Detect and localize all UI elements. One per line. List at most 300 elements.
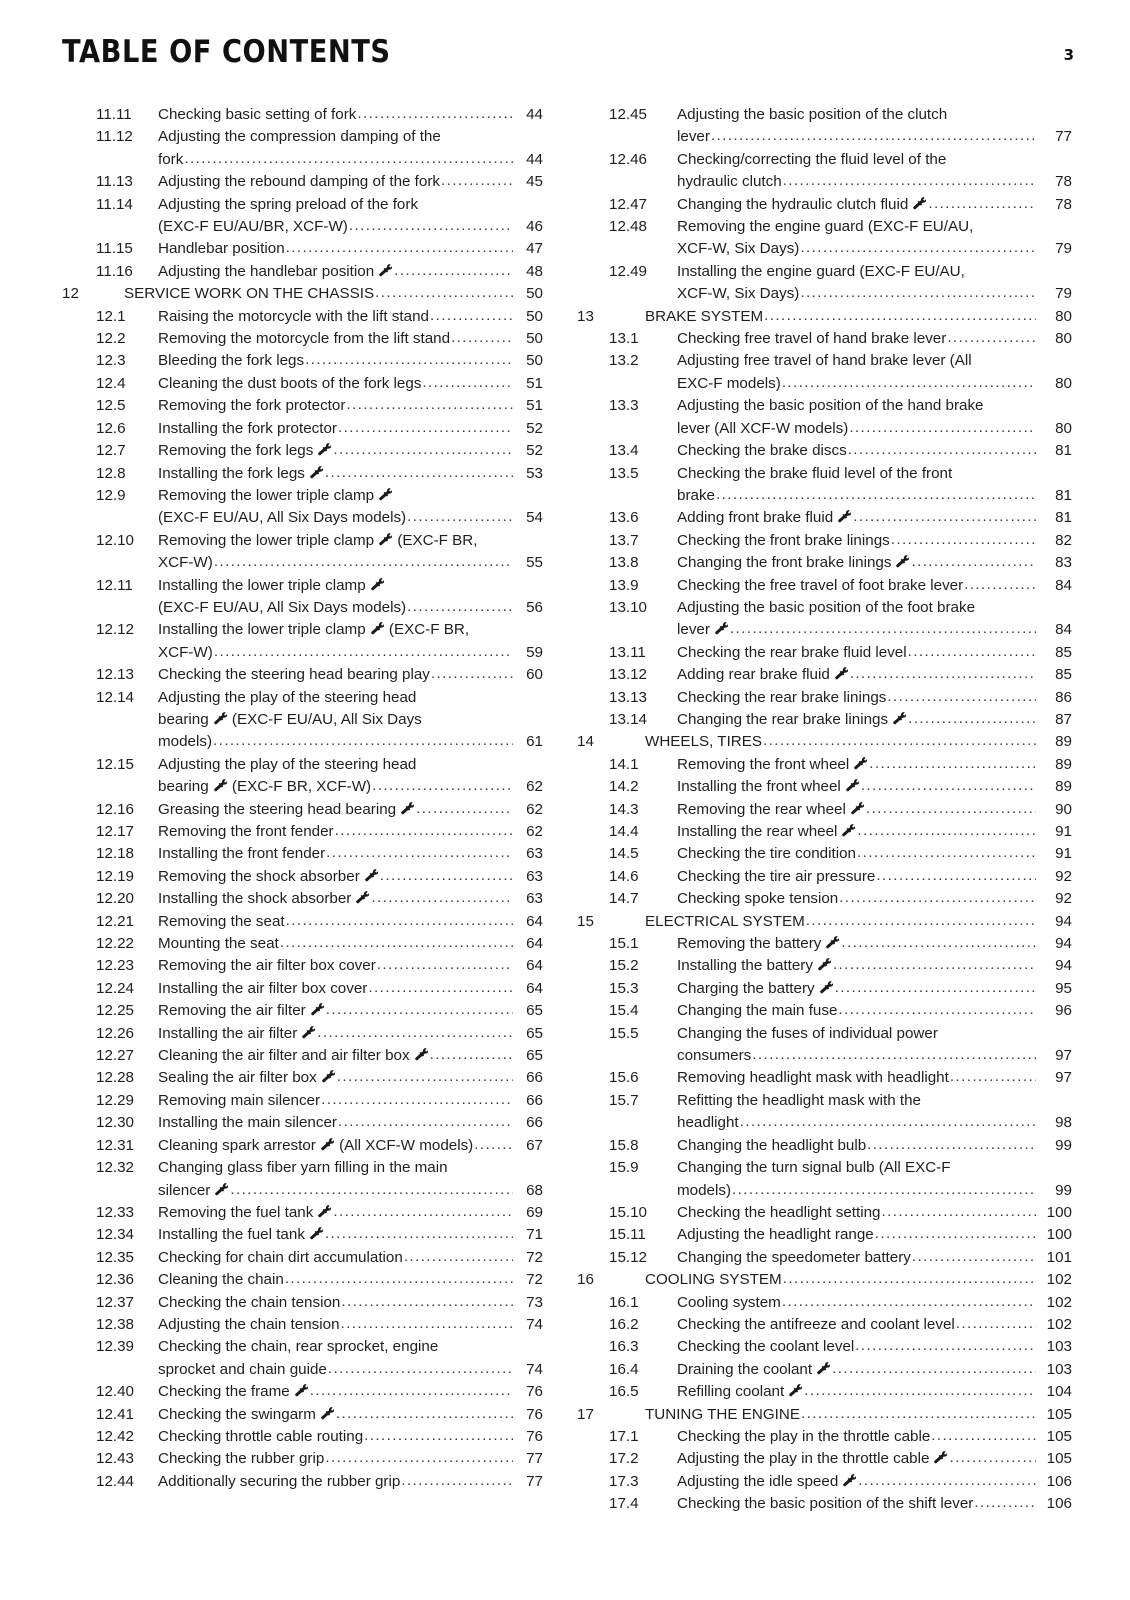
toc-page-number: 59 xyxy=(526,643,543,661)
toc-entry-title: Cooling system xyxy=(677,1293,781,1311)
toc-section-entry[interactable] xyxy=(569,933,1072,955)
toc-section-entry[interactable] xyxy=(569,1224,1072,1246)
toc-entry-line xyxy=(158,1135,543,1157)
toc-section-entry[interactable] xyxy=(569,888,1072,910)
toc-section-entry[interactable] xyxy=(569,709,1072,731)
toc-section-entry[interactable] xyxy=(62,1067,543,1089)
toc-entry-title: BRAKE SYSTEM xyxy=(645,307,764,325)
toc-section-entry[interactable] xyxy=(569,597,1072,642)
toc-entry-body xyxy=(158,664,543,686)
toc-section-entry[interactable] xyxy=(62,754,543,799)
leader-dots xyxy=(764,305,1036,327)
toc-section-entry[interactable] xyxy=(569,1336,1072,1358)
toc-section-entry[interactable] xyxy=(569,687,1072,709)
toc-entry-line xyxy=(158,306,543,328)
leader-dots xyxy=(867,1134,1036,1156)
toc-section-entry[interactable] xyxy=(569,1023,1072,1068)
wrench-icon xyxy=(844,779,859,792)
leader-dots xyxy=(430,305,513,327)
toc-entry-body xyxy=(158,104,543,126)
toc-section-entry[interactable] xyxy=(62,687,543,754)
leader-dots xyxy=(214,551,513,573)
leader-dots xyxy=(950,1066,1036,1088)
toc-section-entry[interactable] xyxy=(569,1493,1072,1515)
toc-entry-title: Adjusting the spring preload of the fork xyxy=(158,195,419,213)
toc-section-entry[interactable] xyxy=(569,575,1072,597)
leader-dots xyxy=(335,820,513,842)
toc-section-entry[interactable] xyxy=(62,619,543,664)
leader-dots xyxy=(326,999,513,1021)
toc-section-entry[interactable] xyxy=(62,978,543,1000)
toc-entry-title: XCF-W, Six Days) xyxy=(677,240,800,258)
leader-dots xyxy=(881,1201,1036,1223)
toc-section-entry[interactable] xyxy=(62,1247,543,1269)
toc-section-entry[interactable] xyxy=(62,933,543,955)
toc-page-number: 62 xyxy=(526,800,543,818)
toc-entry-body xyxy=(158,1448,543,1470)
toc-chapter-entry[interactable] xyxy=(569,731,1072,753)
toc-section-entry[interactable] xyxy=(569,866,1072,888)
toc-chapter-entry[interactable] xyxy=(569,911,1072,933)
leader-dots xyxy=(404,1246,513,1268)
toc-page-number: 67 xyxy=(526,1136,543,1154)
toc-section-entry[interactable] xyxy=(62,1314,543,1336)
toc-section-entry[interactable] xyxy=(62,1157,543,1202)
leader-dots xyxy=(887,686,1036,708)
toc-section-entry[interactable] xyxy=(62,799,543,821)
toc-entry-line xyxy=(158,350,543,372)
toc-section-entry[interactable] xyxy=(569,1247,1072,1269)
toc-section-entry[interactable] xyxy=(62,1090,543,1112)
toc-section-entry[interactable] xyxy=(62,955,543,977)
toc-entry-title: models) xyxy=(677,1181,732,1199)
toc-entry-title: Adjusting free travel of hand brake lever (All xyxy=(677,352,972,370)
toc-section-entry[interactable] xyxy=(569,507,1072,529)
toc-column-left xyxy=(0,104,565,1516)
toc-entry-line xyxy=(158,575,543,597)
toc-section-entry[interactable] xyxy=(62,1202,543,1224)
leader-dots xyxy=(850,663,1036,685)
toc-entry-title: Installing the front fender xyxy=(158,845,326,863)
toc-entry-title: Installing the lower triple clamp xyxy=(158,621,366,639)
toc-entry-line xyxy=(677,1493,1072,1515)
toc-section-entry[interactable] xyxy=(569,328,1072,350)
leader-dots xyxy=(394,260,513,282)
toc-entry-number: 13 xyxy=(577,307,594,325)
toc-entry-number: 16.4 xyxy=(609,1360,639,1378)
toc-entry-title: Cleaning spark arrestor xyxy=(158,1136,316,1154)
toc-entry-body xyxy=(158,754,543,799)
toc-section-entry[interactable] xyxy=(569,1471,1072,1493)
toc-section-entry[interactable] xyxy=(62,1448,543,1470)
toc-entry-line xyxy=(158,1381,543,1403)
toc-chapter-entry[interactable] xyxy=(569,306,1072,328)
toc-page-number: 64 xyxy=(526,979,543,997)
toc-chapter-entry[interactable] xyxy=(62,283,543,305)
leader-dots xyxy=(783,1268,1036,1290)
toc-section-entry[interactable] xyxy=(569,1067,1072,1089)
toc-section-entry[interactable] xyxy=(569,776,1072,798)
toc-section-entry[interactable] xyxy=(62,418,543,440)
toc-section-entry[interactable] xyxy=(62,1336,543,1381)
toc-section-entry[interactable] xyxy=(62,350,543,372)
toc-entry-title: Checking the rear brake fluid level xyxy=(677,643,907,661)
toc-section-entry[interactable] xyxy=(62,171,543,193)
toc-section-entry[interactable] xyxy=(62,821,543,843)
toc-entry-title: Checking the tire condition xyxy=(677,845,856,863)
toc-entry-line xyxy=(158,238,543,260)
toc-section-entry[interactable] xyxy=(62,1023,543,1045)
toc-page-number: 82 xyxy=(1055,531,1072,549)
toc-entry-number: 12.5 xyxy=(96,397,126,415)
toc-entry-number: 12.25 xyxy=(96,1002,135,1020)
toc-section-entry[interactable] xyxy=(62,440,543,462)
toc-entry-title: Removing the shock absorber xyxy=(158,867,360,885)
toc-entry-title: Changing the main fuse xyxy=(677,1002,838,1020)
toc-page-number: 85 xyxy=(1055,643,1072,661)
toc-page-number: 61 xyxy=(526,733,543,751)
toc-section-entry[interactable] xyxy=(62,1381,543,1403)
toc-entry-line xyxy=(158,911,543,933)
toc-entry-body xyxy=(677,1247,1072,1269)
leader-dots xyxy=(230,1179,513,1201)
toc-chapter-entry[interactable] xyxy=(569,1269,1072,1291)
toc-entry-line xyxy=(677,933,1072,955)
toc-entry-line xyxy=(158,1067,543,1089)
wrench-icon xyxy=(894,555,909,568)
toc-entry-number: 16.2 xyxy=(609,1315,639,1333)
wrench-icon xyxy=(932,1451,947,1464)
toc-page-number: 92 xyxy=(1055,867,1072,885)
toc-section-entry[interactable] xyxy=(62,530,543,575)
toc-entry-body xyxy=(677,1336,1072,1358)
toc-page-number: 92 xyxy=(1055,890,1072,908)
toc-section-entry[interactable] xyxy=(569,350,1072,395)
toc-entry-number: 16.1 xyxy=(609,1293,639,1311)
toc-entry-title: Adjusting the basic position of the hand brake xyxy=(677,397,984,415)
toc-entry-body xyxy=(677,1023,1072,1068)
toc-section-entry[interactable] xyxy=(62,843,543,865)
wrench-icon xyxy=(316,1205,331,1218)
toc-entry-number: 14.5 xyxy=(609,845,639,863)
toc-section-entry[interactable] xyxy=(569,1426,1072,1448)
toc-entry-body xyxy=(158,1067,543,1089)
toc-entry-number: 12.47 xyxy=(609,195,648,213)
toc-entry-number: 12.8 xyxy=(96,464,126,482)
toc-section-entry[interactable] xyxy=(62,238,543,260)
toc-entry-number: 13.10 xyxy=(609,598,648,616)
toc-entry-number: 12.16 xyxy=(96,800,135,818)
toc-entry-title: Adjusting the basic position of the clutch xyxy=(677,106,948,123)
leader-dots xyxy=(401,1470,513,1492)
toc-entry-title: XCF-W) xyxy=(158,643,213,661)
leader-dots xyxy=(875,1223,1036,1245)
toc-entry-title: TUNING THE ENGINE xyxy=(645,1405,800,1423)
toc-entry-line xyxy=(158,955,543,977)
toc-entry-line xyxy=(677,709,1072,731)
leader-dots xyxy=(866,798,1036,820)
toc-section-entry[interactable] xyxy=(62,395,543,417)
toc-entry-line xyxy=(158,619,543,641)
toc-page-number: 100 xyxy=(1046,1203,1072,1221)
toc-page-number: 105 xyxy=(1046,1427,1072,1445)
toc-entry-title: Cleaning the air filter and air filter box xyxy=(158,1047,410,1065)
toc-entry-body xyxy=(158,463,543,485)
toc-entry-line xyxy=(677,866,1072,888)
toc-section-entry[interactable] xyxy=(569,1448,1072,1470)
toc-section-entry[interactable] xyxy=(569,1202,1072,1224)
toc-section-entry[interactable] xyxy=(569,1000,1072,1022)
toc-entry-body xyxy=(158,619,543,664)
toc-entry-title: Installing the front wheel xyxy=(677,778,841,796)
toc-entry-number: 14.6 xyxy=(609,867,639,885)
toc-section-entry[interactable] xyxy=(62,575,543,620)
toc-entry-body xyxy=(158,933,543,955)
toc-section-entry[interactable] xyxy=(62,664,543,686)
toc-entry-line xyxy=(677,1336,1072,1358)
toc-section-entry[interactable] xyxy=(62,866,543,888)
toc-entry-number: 13.1 xyxy=(609,330,639,348)
leader-dots xyxy=(371,887,513,909)
toc-page-number: 106 xyxy=(1046,1472,1072,1490)
toc-entry-number: 12.31 xyxy=(96,1136,135,1154)
toc-entry-body xyxy=(677,350,1072,395)
toc-section-entry[interactable] xyxy=(569,1314,1072,1336)
toc-page-number: 77 xyxy=(526,1472,543,1490)
leader-dots xyxy=(763,730,1036,752)
toc-section-entry[interactable] xyxy=(569,978,1072,1000)
toc-entry-line xyxy=(158,418,543,440)
toc-section-entry[interactable] xyxy=(62,485,543,530)
toc-entry-line xyxy=(158,888,543,910)
toc-section-entry[interactable] xyxy=(62,911,543,933)
toc-page-number: 89 xyxy=(1055,733,1072,751)
toc-section-entry[interactable] xyxy=(569,642,1072,664)
toc-entry-line xyxy=(677,888,1072,910)
toc-page-number: 51 xyxy=(526,374,543,392)
toc-section-entry[interactable] xyxy=(569,104,1072,149)
leader-dots xyxy=(213,730,513,752)
toc-section-entry[interactable] xyxy=(569,1090,1072,1135)
toc-page-number: 80 xyxy=(1055,419,1072,437)
toc-page-number: 105 xyxy=(1046,1405,1072,1423)
toc-section-entry[interactable] xyxy=(569,1292,1072,1314)
toc-entry-number: 12.35 xyxy=(96,1248,135,1266)
toc-entry-number: 16.5 xyxy=(609,1383,639,1401)
toc-section-entry[interactable] xyxy=(569,261,1072,306)
toc-entry-title: Adjusting the play of the steering head xyxy=(158,688,417,706)
toc-entry-line xyxy=(158,1180,543,1202)
toc-page-number: 76 xyxy=(526,1427,543,1445)
toc-entry-line xyxy=(677,485,1072,507)
toc-page-number: 85 xyxy=(1055,666,1072,684)
toc-section-entry[interactable] xyxy=(569,1359,1072,1381)
toc-entry-number: 12.12 xyxy=(96,621,135,639)
toc-page-number: 77 xyxy=(526,1450,543,1468)
toc-section-entry[interactable] xyxy=(62,1000,543,1022)
toc-entry-body xyxy=(677,1202,1072,1224)
toc-entry-title: Removing the air filter xyxy=(158,1002,306,1020)
toc-section-entry[interactable] xyxy=(62,1045,543,1067)
leader-dots xyxy=(801,1403,1036,1425)
toc-page-number: 80 xyxy=(1055,330,1072,348)
toc-entry-body xyxy=(677,821,1072,843)
toc-entry-line xyxy=(158,1112,543,1134)
toc-page-number: 97 xyxy=(1055,1069,1072,1087)
toc-entry-body xyxy=(158,440,543,462)
toc-page-number: 81 xyxy=(1055,509,1072,527)
toc-entry-body xyxy=(158,373,543,395)
toc-entry-line xyxy=(158,709,543,731)
toc-section-entry[interactable] xyxy=(62,328,543,350)
leader-dots xyxy=(876,865,1036,887)
toc-page-number: 46 xyxy=(526,218,543,236)
toc-section-entry[interactable] xyxy=(569,149,1072,194)
toc-page-number: 87 xyxy=(1055,710,1072,728)
toc-entry-title: Installing the rear wheel xyxy=(677,823,838,840)
toc-entry-title: Checking the free travel of foot brake lever xyxy=(677,576,964,594)
wrench-icon xyxy=(316,443,331,456)
toc-section-entry[interactable] xyxy=(569,1381,1072,1403)
toc-entry-title-suffix: (EXC-F BR, xyxy=(393,531,478,549)
toc-entry-title: Removing the rear wheel xyxy=(677,800,846,818)
toc-section-entry[interactable] xyxy=(62,1292,543,1314)
toc-entry-line xyxy=(677,1448,1072,1470)
toc-page-number: 94 xyxy=(1055,912,1072,930)
toc-entry-body xyxy=(677,328,1072,350)
wrench-icon xyxy=(213,1183,228,1196)
toc-page-number: 102 xyxy=(1046,1315,1072,1333)
toc-entry-line xyxy=(158,597,543,619)
toc-section-entry[interactable] xyxy=(62,1269,543,1291)
toc-section-entry[interactable] xyxy=(569,799,1072,821)
toc-entry-line xyxy=(677,216,1072,238)
wrench-icon xyxy=(212,779,227,792)
toc-entry-title: Installing the battery xyxy=(677,957,813,975)
toc-entry-number: 14.3 xyxy=(609,800,639,818)
toc-section-entry[interactable] xyxy=(62,1224,543,1246)
toc-entry-number: 13.6 xyxy=(609,509,639,527)
toc-section-entry[interactable] xyxy=(62,194,543,239)
toc-entry-body xyxy=(158,1471,543,1493)
toc-page-number: 84 xyxy=(1055,576,1072,594)
toc-entry-title: (EXC-F EU/AU, All Six Days models) xyxy=(158,509,407,527)
toc-section-entry[interactable] xyxy=(62,261,543,283)
toc-section-entry[interactable] xyxy=(62,126,543,171)
toc-page-number: 65 xyxy=(526,1047,543,1065)
toc-entry-title: Removing the fork protector xyxy=(158,397,346,415)
toc-entry-body xyxy=(158,1381,543,1403)
toc-entry-body xyxy=(677,933,1072,955)
toc-entry-number: 14 xyxy=(577,733,594,751)
toc-section-entry[interactable] xyxy=(62,463,543,485)
toc-entry-body xyxy=(158,306,543,328)
toc-page-number: 48 xyxy=(526,262,543,280)
leader-dots xyxy=(338,417,513,439)
toc-entry-line xyxy=(677,978,1072,1000)
toc-entry-title: Raising the motorcycle with the lift stand xyxy=(158,307,429,325)
toc-section-entry[interactable] xyxy=(569,552,1072,574)
toc-section-entry[interactable] xyxy=(62,1471,543,1493)
toc-section-entry[interactable] xyxy=(62,306,543,328)
toc-entry-number: 13.9 xyxy=(609,576,639,594)
toc-section-entry[interactable] xyxy=(62,1112,543,1134)
toc-page-number: 78 xyxy=(1055,195,1072,213)
toc-entry-title: EXC-F models) xyxy=(677,374,781,392)
toc-entry-title: bearing xyxy=(158,778,209,796)
toc-entry-body xyxy=(158,1202,543,1224)
toc-page-number: 50 xyxy=(526,330,543,348)
leader-dots xyxy=(441,170,513,192)
toc-entry-line xyxy=(677,373,1072,395)
toc-entry-body xyxy=(158,955,543,977)
toc-entry-body xyxy=(158,821,543,843)
toc-page-number: 81 xyxy=(1055,442,1072,460)
toc-section-entry[interactable] xyxy=(569,463,1072,508)
toc-entry-title: lever (All XCF-W models) xyxy=(677,419,849,437)
toc-section-entry[interactable] xyxy=(569,216,1072,261)
toc-entry-body xyxy=(158,238,543,260)
toc-entry-title: bearing xyxy=(158,710,209,728)
toc-entry-line xyxy=(158,373,543,395)
toc-entry-line xyxy=(158,194,543,216)
toc-entry-number: 15.9 xyxy=(609,1159,639,1177)
toc-section-entry[interactable] xyxy=(569,440,1072,462)
toc-entry-number: 15.7 xyxy=(609,1091,639,1109)
toc-section-entry[interactable] xyxy=(569,955,1072,977)
toc-section-entry[interactable] xyxy=(62,104,543,126)
toc-section-entry[interactable] xyxy=(62,373,543,395)
toc-section-entry[interactable] xyxy=(569,1135,1072,1157)
toc-section-entry[interactable] xyxy=(569,395,1072,440)
toc-entry-body xyxy=(158,350,543,372)
toc-page-number: 100 xyxy=(1046,1226,1072,1244)
leader-dots xyxy=(368,977,513,999)
toc-section-entry[interactable] xyxy=(62,1135,543,1157)
toc-section-entry[interactable] xyxy=(569,530,1072,552)
toc-entry-title: sprocket and chain guide xyxy=(158,1360,327,1378)
toc-entry-title: (EXC-F EU/AU, All Six Days models) xyxy=(158,598,407,616)
toc-section-entry[interactable] xyxy=(569,664,1072,686)
toc-entry-body xyxy=(677,1381,1072,1403)
toc-entry-number: 13.8 xyxy=(609,554,639,572)
toc-entry-number: 13.4 xyxy=(609,442,639,460)
toc-page-number: 74 xyxy=(526,1315,543,1333)
toc-chapter-entry[interactable] xyxy=(569,1404,1072,1426)
wrench-icon xyxy=(713,622,728,635)
toc-entry-body xyxy=(645,911,1072,933)
toc-entry-number: 12.32 xyxy=(96,1159,135,1177)
wrench-icon xyxy=(293,1384,308,1397)
toc-entry-body xyxy=(158,1404,543,1426)
toc-entry-title: Checking the brake discs xyxy=(677,442,847,460)
toc-section-entry[interactable] xyxy=(569,194,1072,216)
toc-section-entry[interactable] xyxy=(569,1157,1072,1202)
toc-section-entry[interactable] xyxy=(569,843,1072,865)
toc-section-entry[interactable] xyxy=(62,888,543,910)
toc-section-entry[interactable] xyxy=(62,1404,543,1426)
toc-section-entry[interactable] xyxy=(569,821,1072,843)
toc-entry-line xyxy=(158,440,543,462)
toc-section-entry[interactable] xyxy=(62,1426,543,1448)
toc-section-entry[interactable] xyxy=(569,754,1072,776)
toc-entry-number: 12.1 xyxy=(96,307,126,325)
toc-entry-body xyxy=(677,709,1072,731)
toc-entry-body xyxy=(158,911,543,933)
leader-dots xyxy=(800,237,1036,259)
toc-entry-body xyxy=(158,1269,543,1291)
toc-entry-number: 12.24 xyxy=(96,979,135,997)
